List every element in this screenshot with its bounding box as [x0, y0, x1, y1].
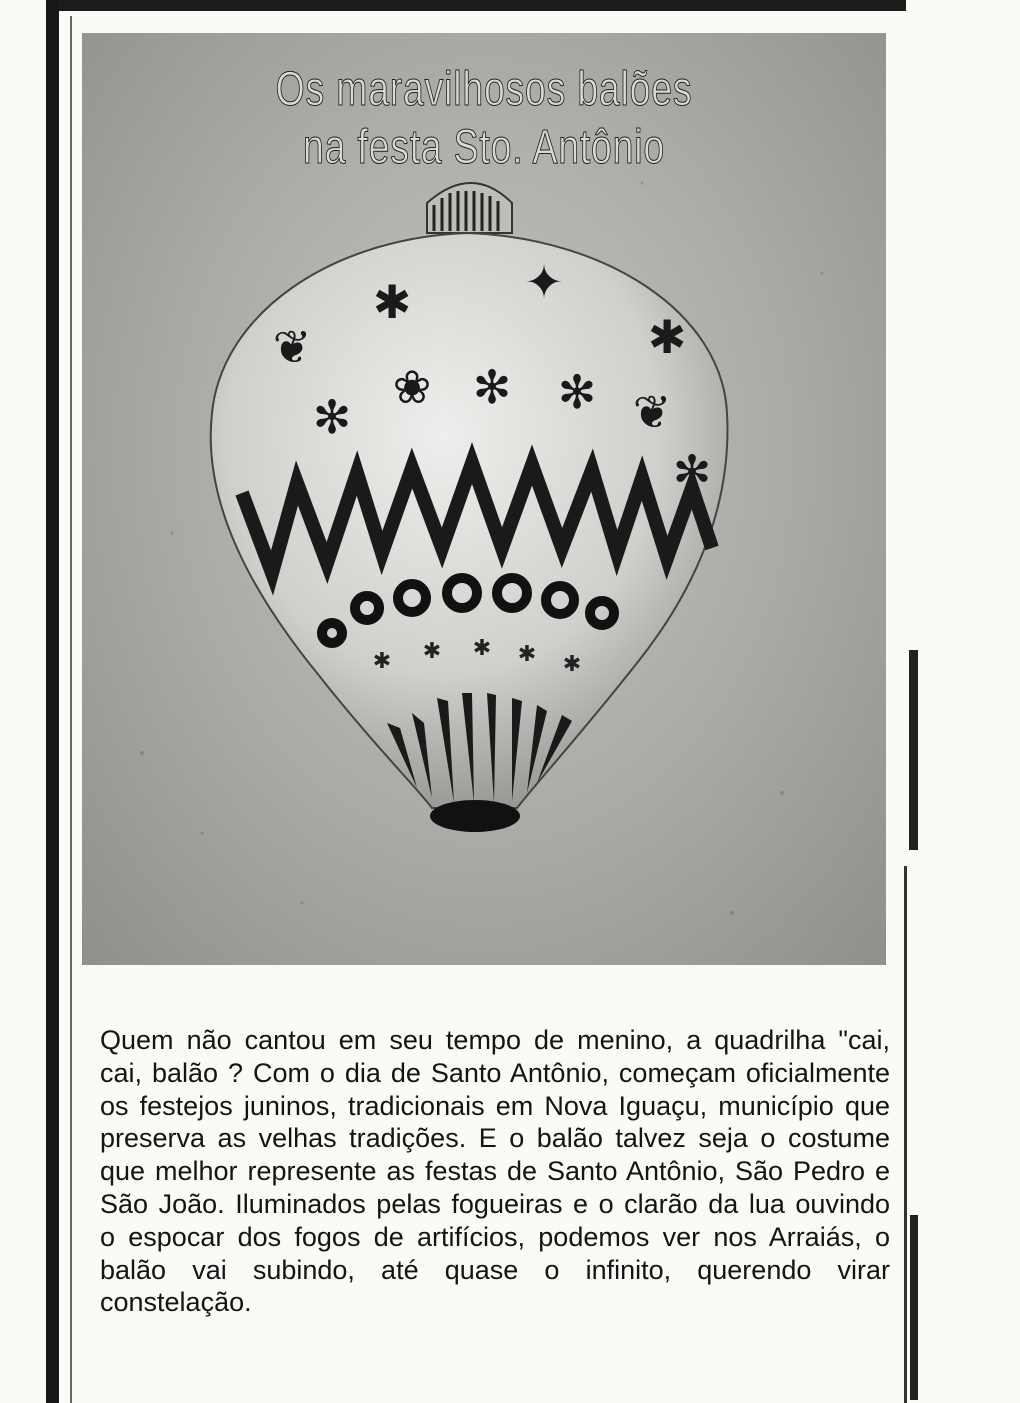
svg-text:✱: ✱ [422, 639, 442, 664]
article-body [100, 1024, 890, 1319]
headline-line-1: Os maravilhosos balões [275, 63, 693, 116]
inner-rule [70, 16, 72, 1403]
svg-text:✻: ✻ [557, 365, 597, 419]
article-clip [90, 1018, 905, 1393]
top-border [46, 0, 906, 11]
scan-mark [909, 650, 918, 850]
svg-text:✱: ✱ [562, 652, 582, 677]
svg-text:✱: ✱ [372, 649, 392, 674]
svg-text:✻: ✻ [312, 390, 352, 444]
scan-mark [910, 1215, 918, 1400]
headline [170, 61, 797, 177]
left-border [46, 0, 59, 1403]
article-paragraph: Quem não cantou em seu tempo de menino, a quadrilha "cai, cai, balão ? Com o dia de Santo Antônio, começam oficialmente os festejos juninos, tradicionais em Nova Iguaçu, município que preserva as velhas tradições. E o balão talvez seja o costume que melhor represente as festas de Santo Antônio, São Pedro e São João. Iluminados pelas fogueiras e o clarão da lua ouvindo o espocar dos fogos de artifícios, podemos ver nos Arraiás, o balão vai subindo, até quase o infinito, querendo virar constelação. [100, 1025, 890, 1318]
svg-text:✱: ✱ [472, 636, 492, 661]
svg-text:✻: ✻ [672, 445, 712, 499]
svg-text:✦: ✦ [524, 255, 564, 309]
svg-text:✱: ✱ [517, 642, 537, 667]
svg-text:❦: ❦ [272, 320, 312, 374]
svg-text:✱: ✱ [372, 275, 412, 329]
balloon-opening [430, 800, 520, 832]
svg-text:✻: ✻ [472, 360, 512, 414]
headline-line-2: na festa Sto. Antônio [303, 121, 665, 174]
svg-text:✱: ✱ [647, 310, 687, 364]
balloon-photo [82, 33, 886, 965]
svg-text:❦: ❦ [632, 385, 672, 439]
svg-text:❀: ❀ [392, 360, 432, 414]
